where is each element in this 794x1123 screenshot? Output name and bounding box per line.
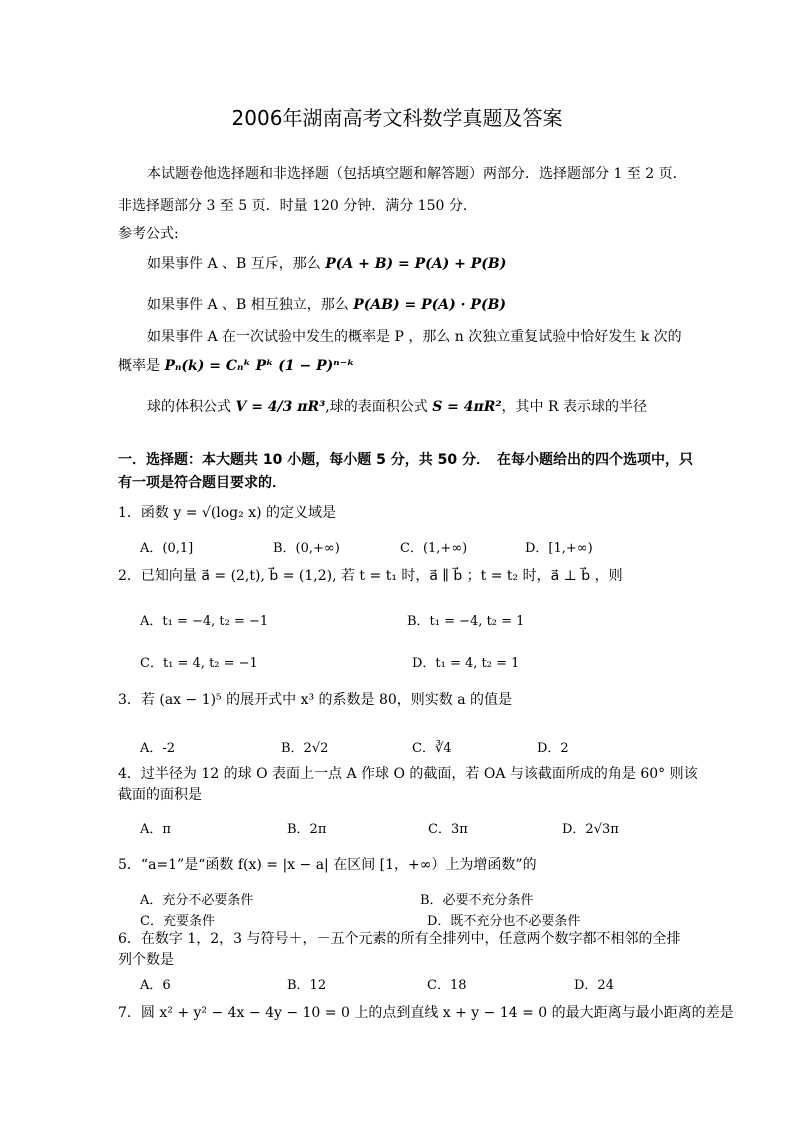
question-1-stem: 1．函数 y = √(log₂ x) 的定义域是 <box>118 505 337 521</box>
question-1-option-b: B．(0,+∞) <box>273 541 340 556</box>
question-6-option-b: B．12 <box>287 978 327 993</box>
formula-mutually-exclusive <box>147 256 506 273</box>
question-2-option-a: A．t₁ = −4, t₂ = −1 <box>140 614 269 629</box>
question-1-option-d: D．[1,+∞) <box>525 541 593 556</box>
question-6-stem-line-1: 6．在数字 1，2，3 与符号＋，－五个元素的所有全排列中，任意两个数字都不相邻的全排 <box>118 931 681 947</box>
formula-independent <box>147 297 506 314</box>
section-1-heading-line-2: 有一项是符合题目要求的． <box>118 475 286 491</box>
reference-formula-label: 参考公式: <box>118 226 179 242</box>
formula-2-math: P(AB) = P(A) · P(B) <box>353 297 507 313</box>
question-5-option-a: A．充分不必要条件 <box>140 893 254 908</box>
question-3-option-a: A．-2 <box>140 741 176 756</box>
formula-4-text-b: ,球的表面积公式 <box>325 399 428 415</box>
question-4-option-d: D．2√3π <box>562 822 619 837</box>
question-4-stem-line-1: 4．过半径为 12 的球 O 表面上一点 A 作球 O 的截面，若 OA 与该截面所成的角是 60° 则该 <box>118 766 698 782</box>
question-6-option-a: A．6 <box>140 978 171 993</box>
question-2-option-b: B．t₁ = −4, t₂ = 1 <box>407 614 525 629</box>
question-4-option-b: B．2π <box>287 822 327 837</box>
formula-4-text-c: ，其中 R 表示球的半径 <box>501 399 647 415</box>
page-title: 2006年湖南高考文科数学真题及答案 <box>231 106 563 130</box>
question-5-option-c: C．充要条件 <box>140 914 215 929</box>
formula-3-text: 概率是 <box>118 358 160 374</box>
question-5-option-d: D．既不充分也不必要条件 <box>427 914 581 929</box>
formula-4-text-a: 球的体积公式 <box>147 399 231 415</box>
formula-2-text: 如果事件 A 、B 相互独立，那么 <box>147 297 349 313</box>
question-1-option-c: C．(1,+∞) <box>400 541 468 556</box>
section-1-heading-line-1: 一．选择题：本大题共 10 小题，每小题 5 分，共 50 分． 在每小题给出的四个选项中，只 <box>118 452 693 468</box>
question-2-stem: 2．已知向量 a⃗ = (2,t), b⃗ = (1,2), 若 t = t₁ 时，a⃗ ∥ b⃗ ；t = t₂ 时，a⃗ ⊥ b⃗ ，则 <box>118 568 623 584</box>
formula-1-math: P(A + B) = P(A) + P(B) <box>325 256 507 272</box>
question-5-option-b: B．必要不充分条件 <box>420 893 534 908</box>
formula-4-math-b: S = 4πR² <box>432 399 502 415</box>
question-2-option-c: C．t₁ = 4, t₂ = −1 <box>140 656 258 671</box>
question-6-option-c: C．18 <box>427 978 467 993</box>
question-5-stem: 5．“a=1”是“函数 f(x) = |x − a| 在区间 [1，+∞）上为增函数”的 <box>118 857 537 873</box>
formula-sphere <box>147 399 647 416</box>
question-3-stem: 3．若 (ax − 1)⁵ 的展开式中 x³ 的系数是 80，则实数 a 的值是 <box>118 692 513 708</box>
question-6-option-d: D．24 <box>574 978 614 993</box>
question-7-stem: 7．圆 x² + y² − 4x − 4y − 10 = 0 上的点到直线 x + y − 14 = 0 的最大距离与最小距离的差是 <box>118 1005 734 1021</box>
question-3-option-d: D．2 <box>537 741 569 756</box>
formula-3-math: Pₙ(k) = Cₙᵏ Pᵏ (1 − P)ⁿ⁻ᵏ <box>164 358 355 374</box>
question-2-option-d: D．t₁ = 4, t₂ = 1 <box>412 656 520 671</box>
question-3-option-b: B．2√2 <box>281 741 329 756</box>
question-6-stem-line-2: 列个数是 <box>118 952 174 968</box>
intro-line-2: 非选择题部分 3 至 5 页．时量 120 分钟．满分 150 分． <box>118 198 477 214</box>
formula-1-text: 如果事件 A 、B 互斥，那么 <box>147 256 321 272</box>
question-1-option-a: A．(0,1] <box>140 541 194 556</box>
formula-binomial <box>118 358 354 375</box>
question-4-option-a: A．π <box>140 822 171 837</box>
intro-line-1: 本试题卷他选择题和非选择题（包括填空题和解答题）两部分．选择题部分 1 至 2 页． <box>147 166 687 182</box>
question-4-option-c: C．3π <box>428 822 468 837</box>
question-3-option-c: C．∛4 <box>412 741 452 756</box>
question-4-stem-line-2: 截面的面积是 <box>118 787 202 803</box>
formula-3-line-1: 如果事件 A 在一次试验中发生的概率是 P ，那么 n 次独立重复试验中恰好发生 k 次的 <box>147 329 682 345</box>
formula-4-math-a: V = 4/3 πR³ <box>235 399 326 415</box>
